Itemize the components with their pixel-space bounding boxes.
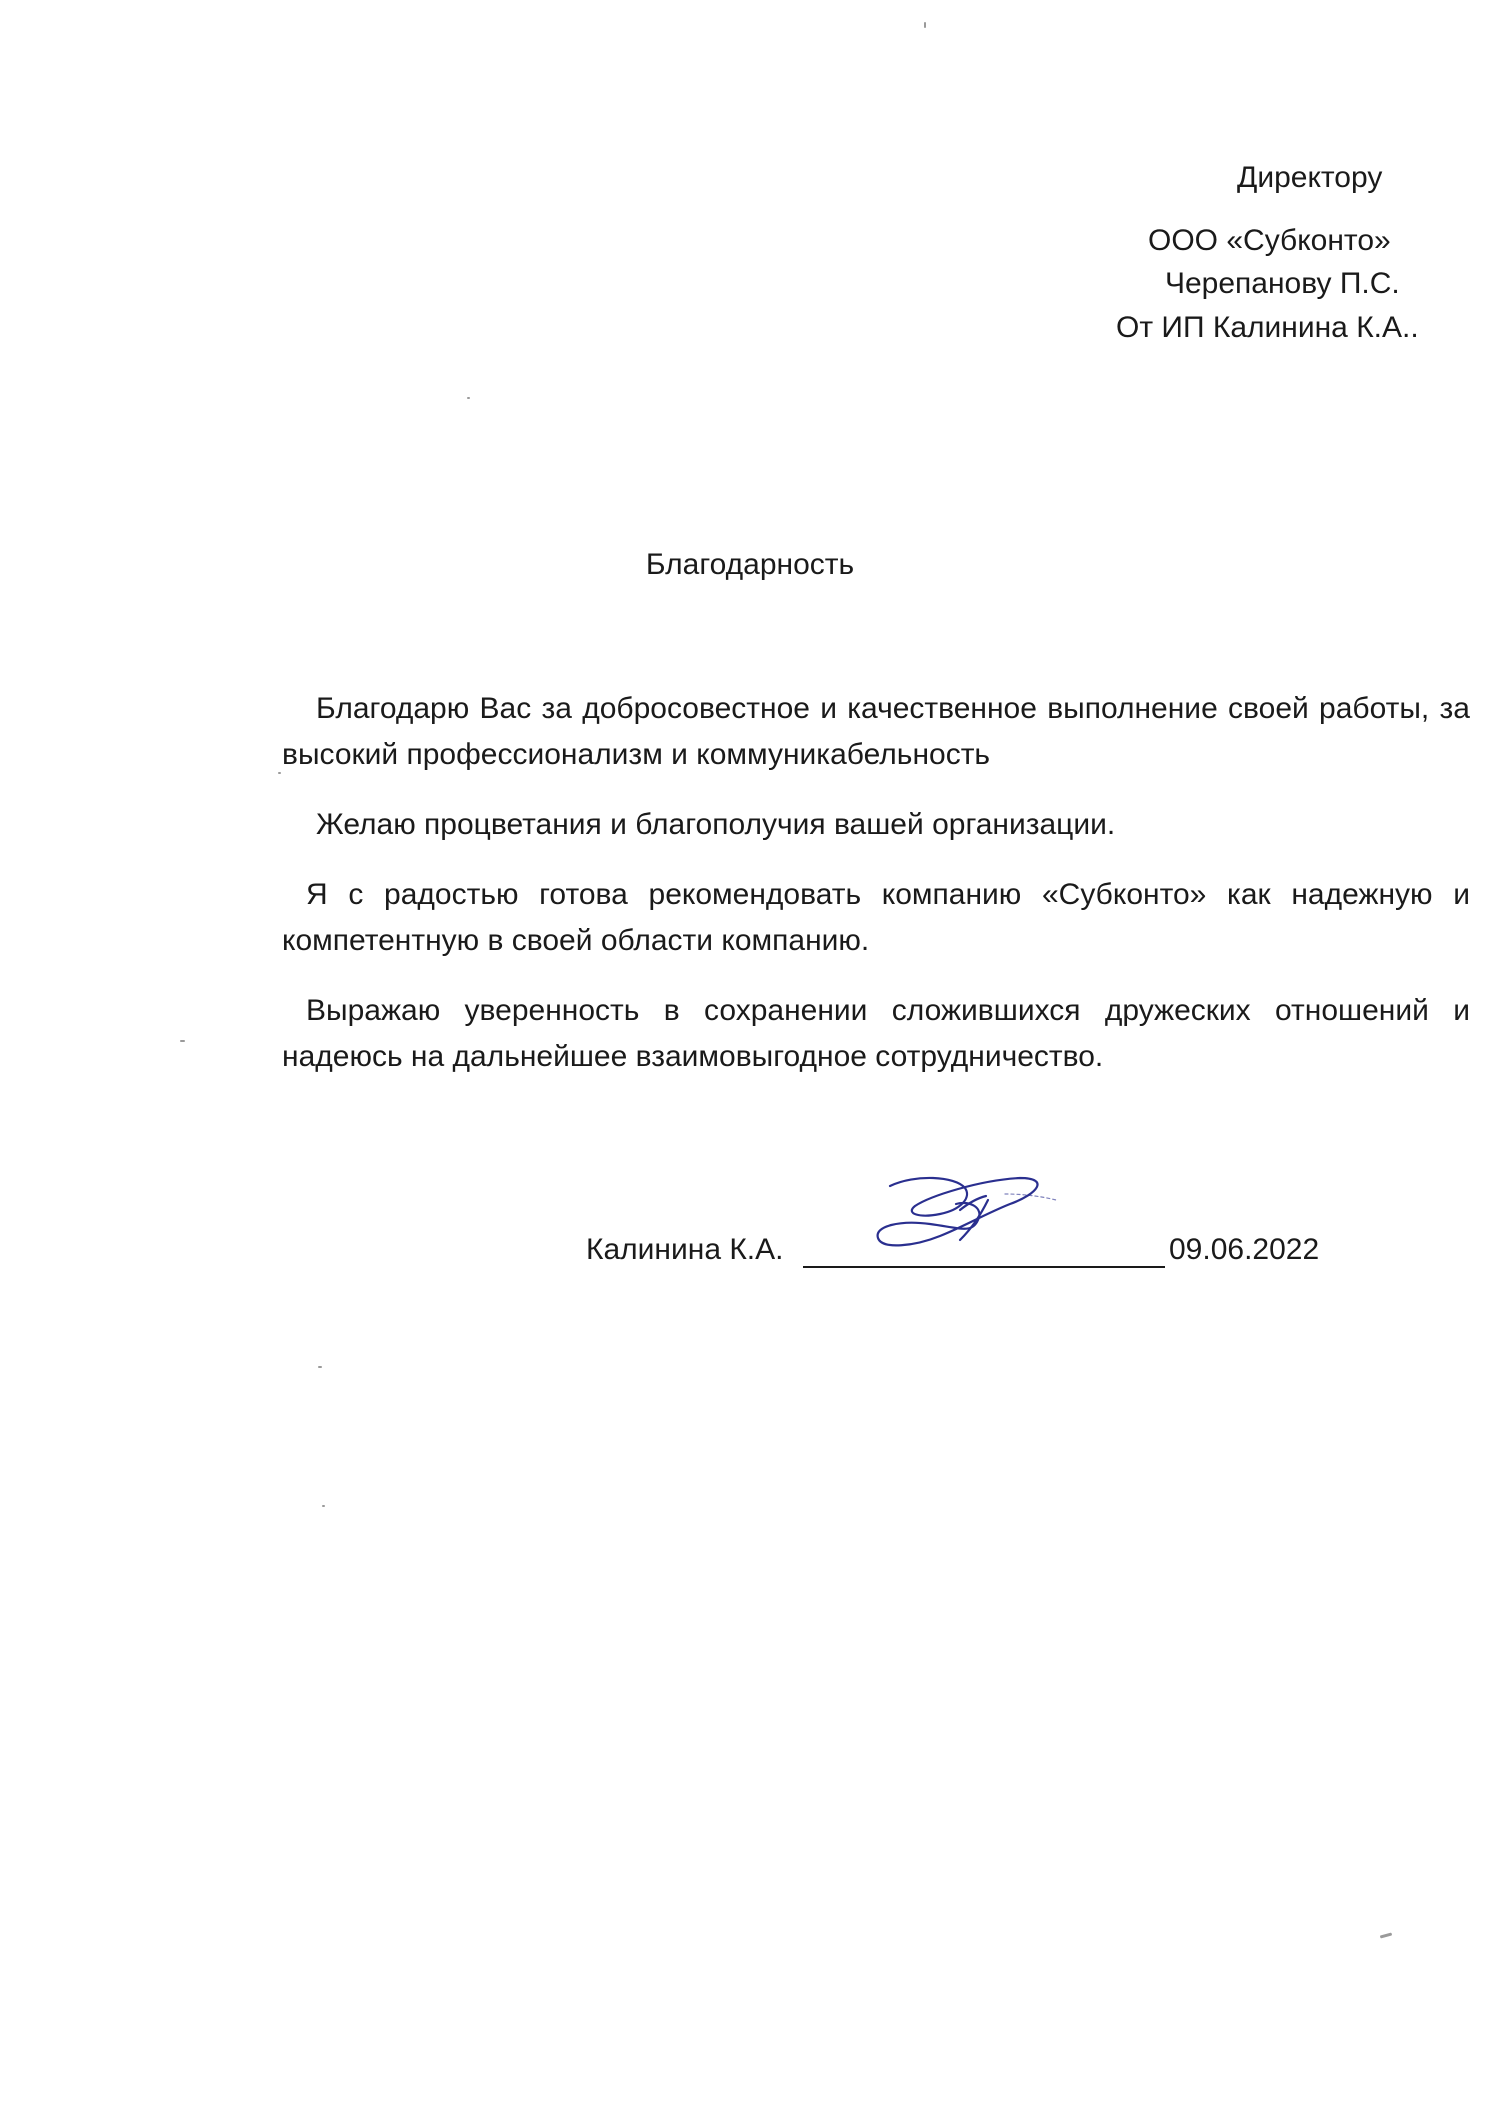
scan-speck	[278, 772, 281, 774]
paragraph-wishes: Желаю процветания и благополучия вашей организации.	[316, 808, 1116, 841]
signature-date: 09.06.2022	[1169, 1233, 1320, 1266]
scan-speck	[924, 22, 926, 28]
paragraph-recommendation: Я с радостью готова рекомендовать компанию «Субконто» как надежную и компетентную в своей области компанию.	[282, 878, 1470, 957]
handwritten-signature	[860, 1170, 1060, 1260]
letter-body	[282, 686, 1470, 1104]
signature-line	[803, 1266, 1165, 1268]
scan-speck	[467, 397, 470, 399]
scan-speck	[180, 1040, 185, 1042]
recipient-name: Черепанову П.С.	[1165, 267, 1400, 300]
scan-speck	[1380, 1932, 1392, 1938]
document-title: Благодарность	[645, 548, 855, 581]
sender-line: От ИП Калинина К.А..	[1116, 311, 1419, 344]
recipient-company: ООО «Субконто»	[1148, 224, 1391, 257]
paragraph-cooperation: Выражаю уверенность в сохранении сложившихся дружеских отношений и надеюсь на дальнейшее взаимовыгодное сотрудничество.	[282, 994, 1470, 1073]
recipient-position: Директору	[1237, 161, 1383, 194]
paragraph-gratitude: Благодарю Вас за добросовестное и качественное выполнение своей работы, за высокий профессионализм и коммуникабельность	[282, 692, 1470, 771]
scan-speck	[322, 1505, 325, 1507]
signer-name: Калинина К.А.	[586, 1233, 784, 1266]
scan-speck	[318, 1366, 322, 1368]
